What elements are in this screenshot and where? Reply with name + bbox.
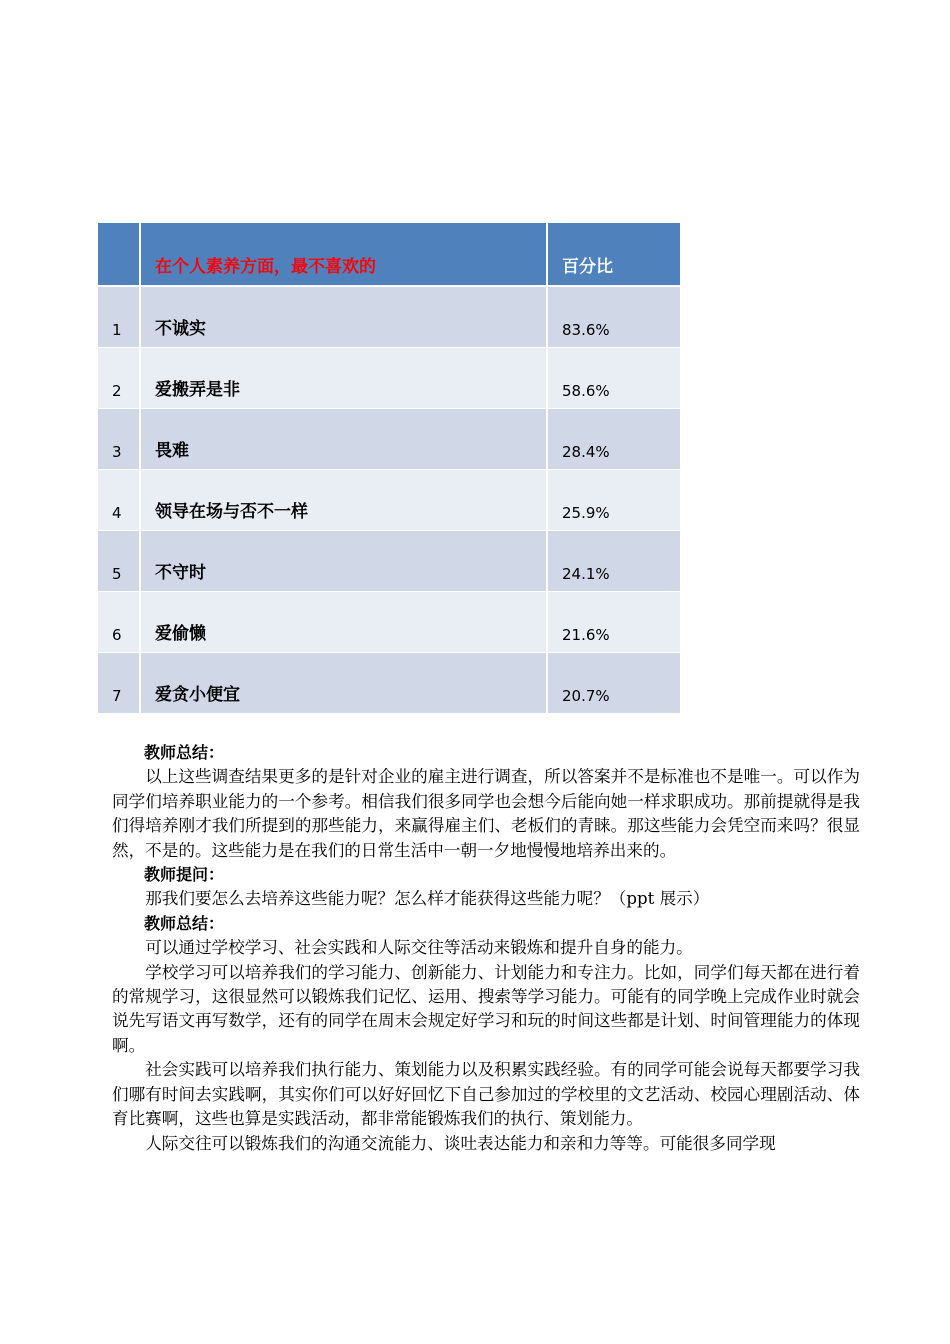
row-percent: 21.6% bbox=[547, 591, 680, 652]
document-body bbox=[112, 741, 860, 1156]
row-num: 1 bbox=[98, 286, 140, 347]
paragraph: 以上这些调查结果更多的是针对企业的雇主进行调查，所以答案并不是标准也不是唯一。可以作为同学们培养职业能力的一个参考。相信我们很多同学也会想今后能向她一样求职成功。那前提就得是我们得培养刚才我们所提到的那些能力，来赢得雇主们、老板们的青睐。那这些能力会凭空而来吗？很显然，不是的。这些能力是在我们的日常生活中一朝一夕地慢慢地培养出来的。 bbox=[112, 767, 860, 860]
section-heading: 教师总结： bbox=[144, 743, 225, 762]
paragraph: 那我们要怎么去培养这些能力呢？怎么样才能获得这些能力呢？（ppt 展示） bbox=[145, 889, 710, 909]
row-percent: 58.6% bbox=[547, 347, 680, 408]
table-row bbox=[98, 469, 680, 530]
table-row bbox=[98, 652, 680, 713]
survey-table bbox=[98, 223, 680, 714]
row-item: 畏难 bbox=[140, 408, 547, 469]
row-num: 3 bbox=[98, 408, 140, 469]
header-num bbox=[98, 223, 140, 286]
row-item: 爱贪小便宜 bbox=[140, 652, 547, 713]
row-num: 7 bbox=[98, 652, 140, 713]
row-percent: 25.9% bbox=[547, 469, 680, 530]
table-header-row bbox=[98, 223, 680, 286]
row-item: 领导在场与否不一样 bbox=[140, 469, 547, 530]
row-percent: 83.6% bbox=[547, 286, 680, 347]
row-num: 4 bbox=[98, 469, 140, 530]
table-header bbox=[98, 223, 680, 286]
header-item: 在个人素养方面，最不喜欢的 bbox=[140, 223, 547, 286]
row-item: 爱偷懒 bbox=[140, 591, 547, 652]
paragraph: 社会实践可以培养我们执行能力、策划能力以及积累实践经验。有的同学可能会说每天都要学习我们哪有时间去实践啊，其实你们可以好好回忆下自己参加过的学校里的文艺活动、校园心理剧活动、体育比赛啊，这些也算是实践活动，都非常能锻炼我们的执行、策划能力。 bbox=[112, 1060, 860, 1129]
table-row bbox=[98, 347, 680, 408]
table-body bbox=[98, 286, 680, 713]
row-item: 爱搬弄是非 bbox=[140, 347, 547, 408]
row-percent: 28.4% bbox=[547, 408, 680, 469]
row-num: 2 bbox=[98, 347, 140, 408]
row-item: 不守时 bbox=[140, 530, 547, 591]
paragraph: 学校学习可以培养我们的学习能力、创新能力、计划能力和专注力。比如，同学们每天都在进行着的常规学习，这很显然可以锻炼我们记忆、运用、搜索等学习能力。可能有的同学晚上完成作业时就会说先写语文再写数学，还有的同学在周末会规定好学习和玩的时间这些都是计划、时间管理能力的体现啊。 bbox=[112, 962, 860, 1055]
row-num: 5 bbox=[98, 530, 140, 591]
table-row bbox=[98, 408, 680, 469]
row-percent: 24.1% bbox=[547, 530, 680, 591]
paragraph: 可以通过学校学习、社会实践和人际交往等活动来锻炼和提升自身的能力。 bbox=[145, 938, 693, 958]
row-percent: 20.7% bbox=[547, 652, 680, 713]
section-heading: 教师提问： bbox=[144, 865, 225, 885]
table-row bbox=[98, 591, 680, 652]
row-item: 不诚实 bbox=[140, 286, 547, 347]
row-num: 6 bbox=[98, 591, 140, 652]
table-row bbox=[98, 286, 680, 347]
paragraph: 人际交往可以锻炼我们的沟通交流能力、谈吐表达能力和亲和力等等。可能很多同学现 bbox=[145, 1133, 776, 1153]
section-heading: 教师总结： bbox=[144, 913, 225, 933]
table-row bbox=[98, 530, 680, 591]
header-percent: 百分比 bbox=[547, 223, 680, 286]
